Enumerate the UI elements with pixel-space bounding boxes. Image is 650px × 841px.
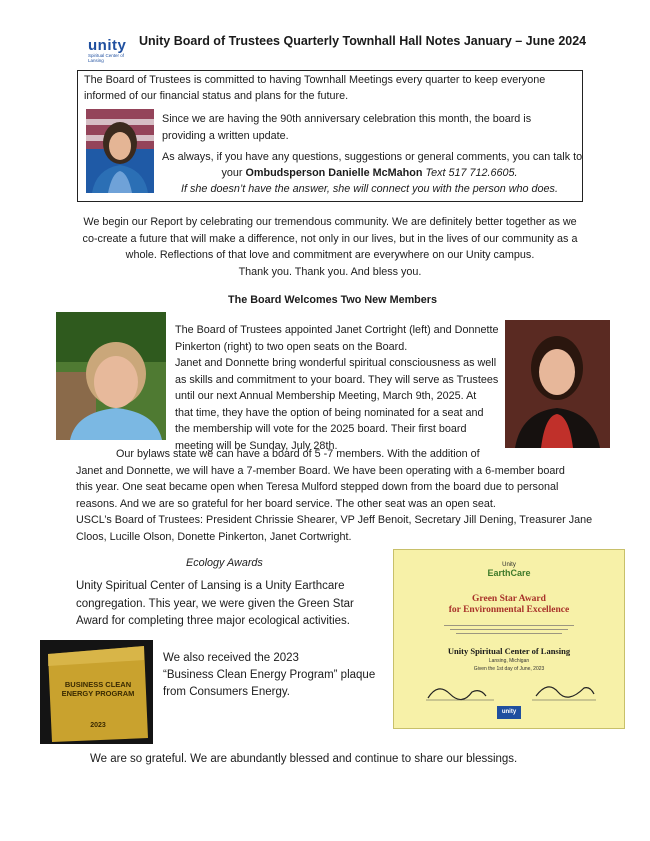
- new-members-heading: The Board Welcomes Two New Members: [228, 294, 437, 306]
- award-title: [394, 594, 624, 616]
- logo-subtitle: Spiritual Center of Lansing: [88, 53, 125, 63]
- community-paragraph: [70, 214, 590, 280]
- plaque-title: [50, 680, 146, 698]
- earthcare-brand-bottom: EarthCare: [487, 568, 531, 578]
- member-line: The Board of Trustees appointed Janet Cortright (left) and Donnette: [175, 324, 499, 336]
- ombudsperson-name: Ombudsperson Danielle McMahon: [245, 167, 423, 179]
- ombudsperson-phone: Text 517 712.6605.: [422, 167, 518, 179]
- earthcare-logo: [394, 562, 624, 578]
- plaque-paragraph: [163, 650, 393, 701]
- plaque-year: 2023: [90, 722, 106, 729]
- member-line: the membership will vote for the 2025 board. Their first board: [175, 423, 467, 435]
- member-line: as skills and commitment to your board. They will serve as Trustees: [175, 373, 499, 386]
- bylaws-line: reasons. And we are so grateful for her board service. The other seat was an open seat.: [76, 497, 496, 510]
- janet-cortright-photo: [56, 312, 166, 440]
- member-line: that time, they have the option of being nominated for a seat and: [175, 406, 484, 419]
- donnette-pinkerton-photo: [505, 320, 610, 448]
- community-line-1: We begin our Report by celebrating our tremendous community. We are definitely better together as we: [83, 216, 577, 228]
- member-line: meeting will be Sunday, July 28th.: [175, 439, 338, 452]
- unity-logo: [88, 38, 130, 63]
- ecology-line: Award for completing three major ecological activities.: [76, 615, 350, 627]
- bylaws-line: Our bylaws state we can have a board of 5 -7 members. With the addition of: [116, 448, 480, 460]
- plaque-title-line-2: ENERGY PROGRAM: [61, 689, 135, 698]
- green-star-certificate: [393, 549, 625, 729]
- bylaws-line: USCL’s Board of Trustees: President Chrissie Shearer, VP Jeff Benoit, Secretary Jill Dening, Treasurer Jane: [76, 514, 593, 526]
- unity-seal: unity: [497, 706, 521, 719]
- page-title: Unity Board of Trustees Quarterly Townhall Hall Notes January – June 2024: [139, 34, 587, 48]
- clean-energy-plaque: [40, 640, 153, 744]
- certificate-place: Lansing, Michigan: [488, 658, 530, 664]
- fallback-note: If she doesn’t have the answer, she will connect you with the person who does.: [181, 183, 558, 195]
- certificate-recipient: Unity Spiritual Center of Lansing: [447, 646, 571, 656]
- ombudsperson-photo: [86, 109, 154, 193]
- plaque-line: “Business Clean Energy Program” plaque: [163, 669, 376, 681]
- member-line: until our next Annual Membership Meeting, March 9th, 2025. At: [175, 390, 477, 402]
- ecology-paragraph: [76, 578, 376, 631]
- bylaws-line: Cloos, Lucille Olson, Donette Pinkerton, Janet Cortwright.: [76, 530, 352, 543]
- bylaws-paragraph: [76, 446, 596, 545]
- community-line-4: Thank you. Thank you. And bless you.: [238, 265, 422, 278]
- intro-line-2: informed of our financial status and plans for the future.: [84, 90, 349, 102]
- intro-box: [77, 70, 583, 202]
- bylaws-line: this year. One seat became open when Teresa Mulford stepped down from the board due to personal: [76, 481, 559, 493]
- plaque-title-line-1: BUSINESS CLEAN: [64, 680, 132, 689]
- ombudsperson-line: [162, 165, 577, 182]
- plaque-line: from Consumers Energy.: [163, 686, 290, 698]
- ecology-line: congregation. This year, we were given the Green Star: [76, 597, 354, 610]
- certificate-fineprint: [444, 622, 574, 637]
- closing-line: We are so grateful. We are abundantly blessed and continue to share our blessings.: [90, 753, 518, 765]
- earthcare-brand-top: Unity: [502, 562, 516, 568]
- questions-text: As always, if you have any questions, suggestions or general comments, you can talk to: [162, 151, 583, 163]
- member-line: Pinkerton (right) to two open seats on the Board.: [175, 340, 408, 353]
- logo-word: unity: [88, 37, 127, 54]
- ecology-line: Unity Spiritual Center of Lansing is a Unity Earthcare: [76, 580, 345, 592]
- bylaws-line: Janet and Donnette, we will have a 7-member Board. We have been operating with a 6-member board: [76, 464, 565, 477]
- certificate-date: Given the 1st day of June, 2023: [473, 666, 545, 672]
- award-title-line-1: Green Star Award: [472, 594, 546, 604]
- ombuds-lead: your: [221, 167, 246, 179]
- intro-line-1: The Board of Trustees is committed to having Townhall Meetings every quarter to keep everyone: [84, 74, 546, 86]
- community-line-3: whole. Reflections of that love and commitment are everywhere on our Unity campus.: [125, 249, 535, 261]
- community-line-2: co-create a future that will make a difference, not only in our lives, but in the lives of our community as a: [82, 232, 578, 245]
- ecology-heading: Ecology Awards: [186, 557, 263, 569]
- plaque-line: We also received the 2023: [163, 652, 299, 664]
- new-members-paragraph: [175, 322, 500, 454]
- member-line: Janet and Donnette bring wonderful spiritual consciousness as well: [175, 357, 497, 369]
- update-text: Since we are having the 90th anniversary celebration this month, the board is providing a written update.: [162, 113, 532, 142]
- signatures: [424, 678, 599, 704]
- award-title-line-2: for Environmental Excellence: [448, 605, 570, 615]
